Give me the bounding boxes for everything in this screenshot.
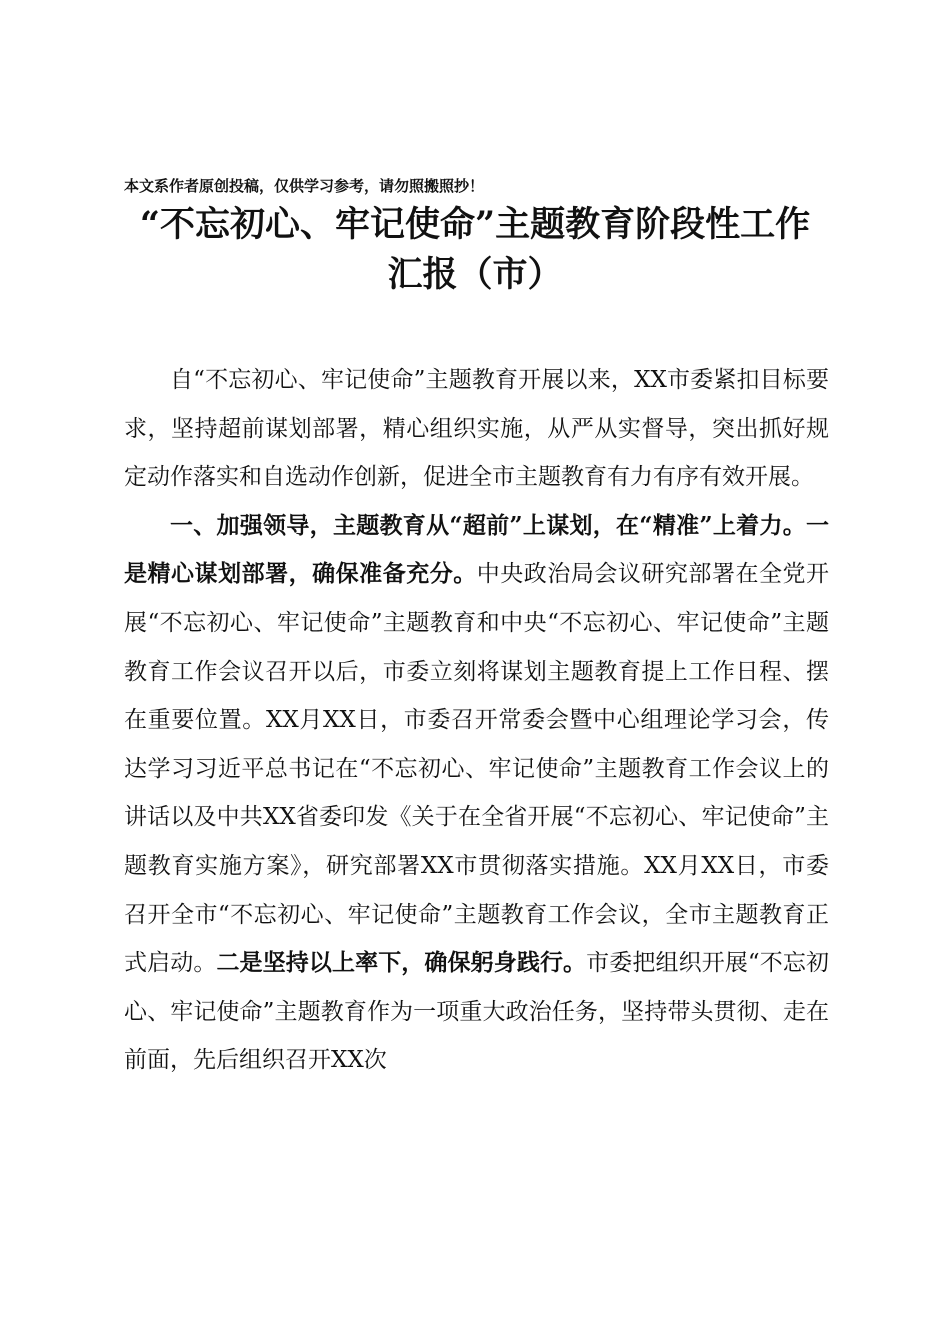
point-1-heading: 一是精心谋划部署，确保准备充分。 bbox=[124, 511, 829, 588]
title-line-1: “不忘初心、牢记使命”主题教育阶段性工作 bbox=[139, 204, 811, 245]
point-2-text: 市委把组织开展“不忘初心、牢记使命”主题教育作为一项重大政治任务，坚持带头贯彻、走在前面，先后组织召开XX次 bbox=[124, 950, 830, 1074]
document-body bbox=[124, 356, 829, 1085]
section-1-paragraph bbox=[124, 502, 829, 1085]
title-line-2: 汇报（市） bbox=[387, 254, 563, 295]
point-2-heading: 二是坚持以上率下，确保躬身践行。 bbox=[216, 949, 587, 977]
copyright-notice: 本文系作者原创投稿，仅供学习参考，请勿照搬照抄！ bbox=[124, 177, 485, 195]
intro-paragraph: 自“不忘初心、牢记使命”主题教育开展以来，XX市委紧扣目标要求，坚持超前谋划部署，精心组织实施，从严从实督导，突出抓好规定动作落实和自选动作创新，促进全市主题教育有力有序有效开展。 bbox=[124, 367, 829, 491]
document-title bbox=[110, 200, 840, 300]
section-1-heading: 一、加强领导，主题教育从“超前”上谋划，在“精准”上着力。 bbox=[170, 511, 806, 539]
point-1-text: 中央政治局会议研究部署在全党开展“不忘初心、牢记使命”主题教育和中央“不忘初心、牢记使命”主题教育工作会议召开以后，市委立刻将谋划主题教育提上工作日程、摆在重要位置。XX月XX日，市委召开常委会暨中心组理论学习会，传达学习习近平总书记在“不忘初心、牢记使命”主题教育工作会议上的讲话以及中共XX省委印发《关于在全省开展“不忘初心、牢记使命”主题教育实施方案》，研究部署XX市贯彻落实措施。XX月XX日，市委召开全市“不忘初心、牢记使命”主题教育工作会议，全市主题教育正式启动。 bbox=[124, 561, 830, 977]
